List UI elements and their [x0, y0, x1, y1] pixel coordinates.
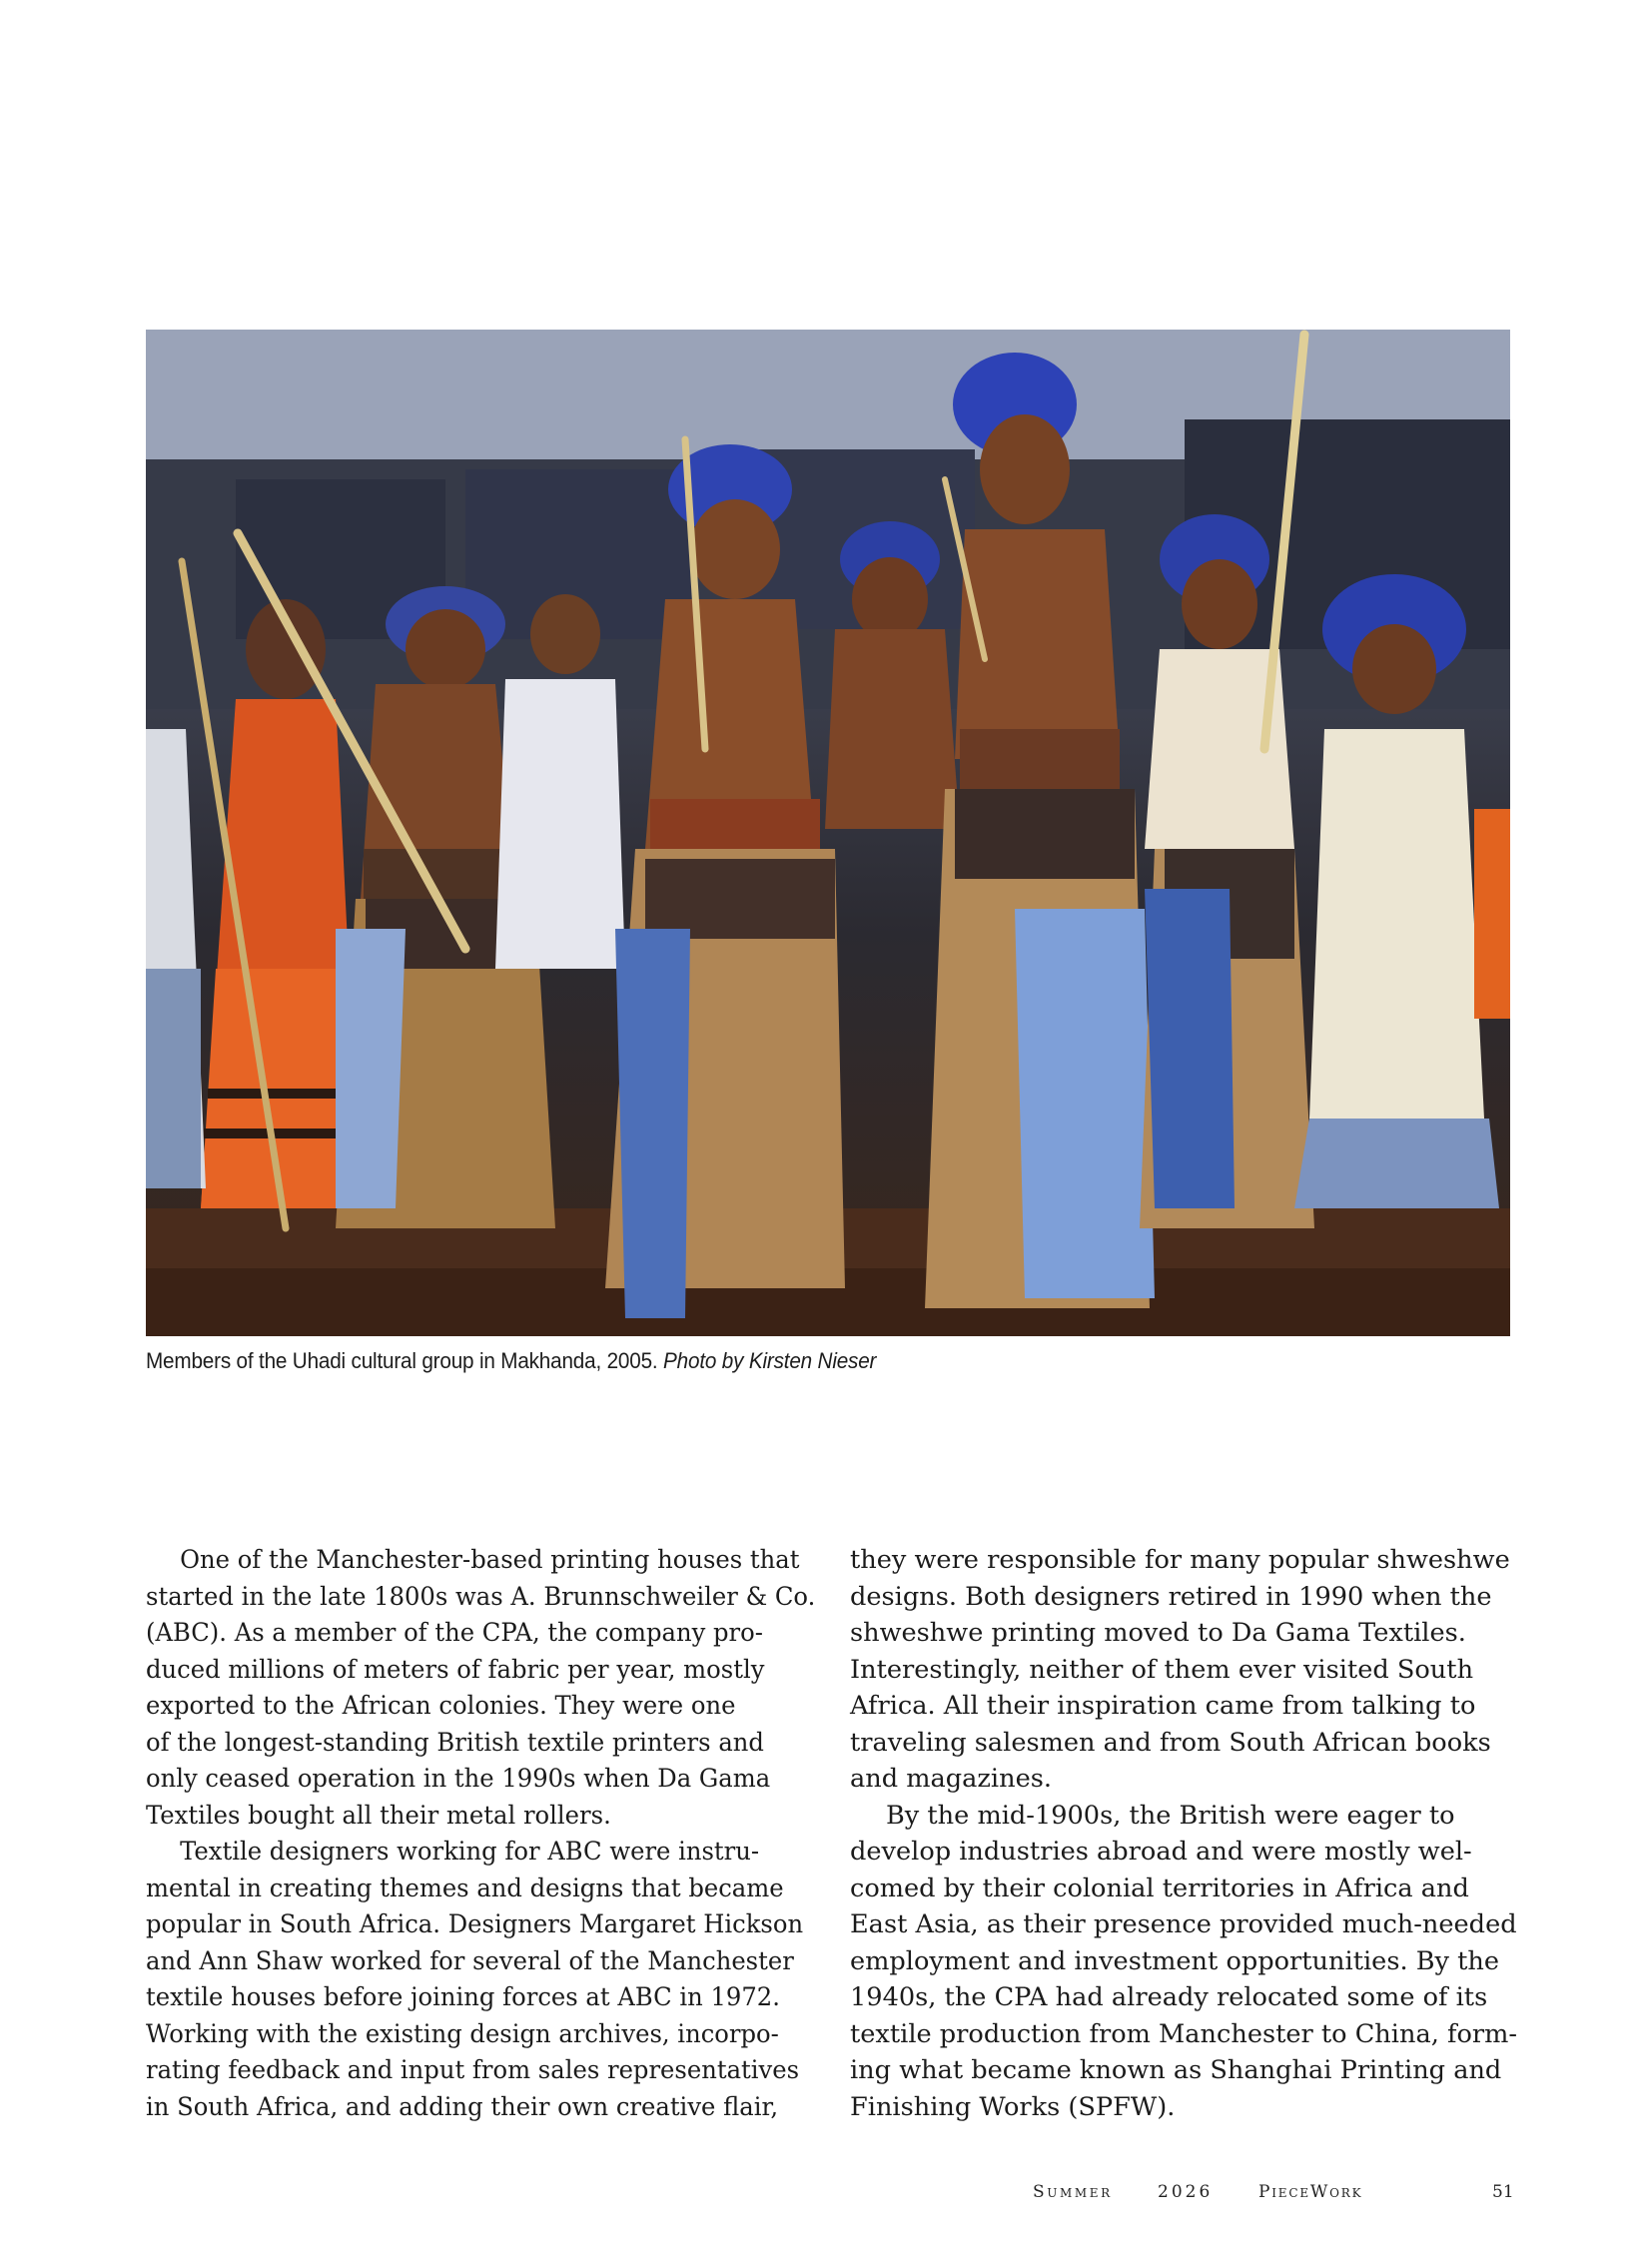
footer-year: 2026 — [1158, 2182, 1214, 2202]
article-column-left — [146, 1542, 815, 2125]
body-line: By the mid-1900s, the British were eager to — [886, 1800, 1455, 1831]
body-line: Textile designers working for ABC were instru- — [180, 1837, 760, 1867]
body-line: employment and investment opportunities. By the — [850, 1945, 1500, 1976]
body-line: Finishing Works (SPFW). — [850, 2091, 1176, 2122]
body-line: Interestingly, neither of them ever visited South — [850, 1654, 1474, 1685]
body-line: duced millions of meters of fabric per year, mostly — [146, 1654, 765, 1685]
body-line: rating feedback and input from sales representatives — [146, 2055, 800, 2085]
body-line: develop industries abroad and were mostly wel- — [850, 1837, 1472, 1867]
body-line: (ABC). As a member of the CPA, the company pro- — [146, 1618, 763, 1648]
footer-magazine-name: PieceWork — [1258, 2182, 1363, 2202]
body-line: Africa. All their inspiration came from talking to — [850, 1691, 1476, 1721]
body-line: Textiles bought all their metal rollers. — [146, 1800, 611, 1831]
body-line: textile houses before joining forces at ABC in 1972. — [146, 1982, 780, 2012]
body-line: only ceased operation in the 1990s when Da Gama — [146, 1764, 771, 1794]
body-line: started in the late 1800s was A. Brunnschweiler & Co. — [146, 1581, 816, 1612]
photo-caption — [146, 1348, 876, 1374]
footer-season: Summer — [1033, 2182, 1113, 2202]
body-line: textile production from Manchester to China, form- — [850, 2018, 1518, 2049]
body-line: mental in creating themes and designs that became — [146, 1873, 784, 1903]
dancers-photo-illustration — [146, 330, 1510, 1336]
body-line: ing what became known as Shanghai Printing and — [850, 2055, 1502, 2085]
dancers-photo — [146, 330, 1510, 1336]
body-line: shweshwe printing moved to Da Gama Textiles. — [850, 1618, 1466, 1648]
body-line: and magazines. — [850, 1764, 1053, 1794]
body-line: Working with the existing design archives, incorpo- — [146, 2018, 779, 2049]
body-line: One of the Manchester-based printing houses that — [180, 1545, 800, 1575]
body-line: designs. Both designers retired in 1990 when the — [850, 1581, 1492, 1612]
article-column-right — [850, 1542, 1517, 2125]
body-line: of the longest-standing British textile printers and — [146, 1727, 764, 1758]
body-line: 1940s, the CPA had already relocated some of its — [850, 1982, 1488, 2012]
body-line: popular in South Africa. Designers Margaret Hickson — [146, 1909, 804, 1939]
body-line: they were responsible for many popular shweshwe — [850, 1545, 1510, 1575]
page-number: 51 — [1492, 2182, 1514, 2202]
photo-credit: Photo by Kirsten Nieser — [663, 1348, 877, 1373]
body-line: traveling salesmen and from South African books — [850, 1727, 1491, 1758]
body-line: exported to the African colonies. They were one — [146, 1691, 736, 1721]
page-footer — [1033, 2182, 1512, 2208]
body-line: and Ann Shaw worked for several of the Manchester — [146, 1945, 794, 1976]
body-line: comed by their colonial territories in Africa and — [850, 1873, 1469, 1903]
caption-text: Members of the Uhadi cultural group in Makhanda, 2005. — [146, 1348, 664, 1373]
body-line: East Asia, as their presence provided much-needed — [850, 1909, 1517, 1939]
body-line: in South Africa, and adding their own creative flair, — [146, 2091, 779, 2122]
